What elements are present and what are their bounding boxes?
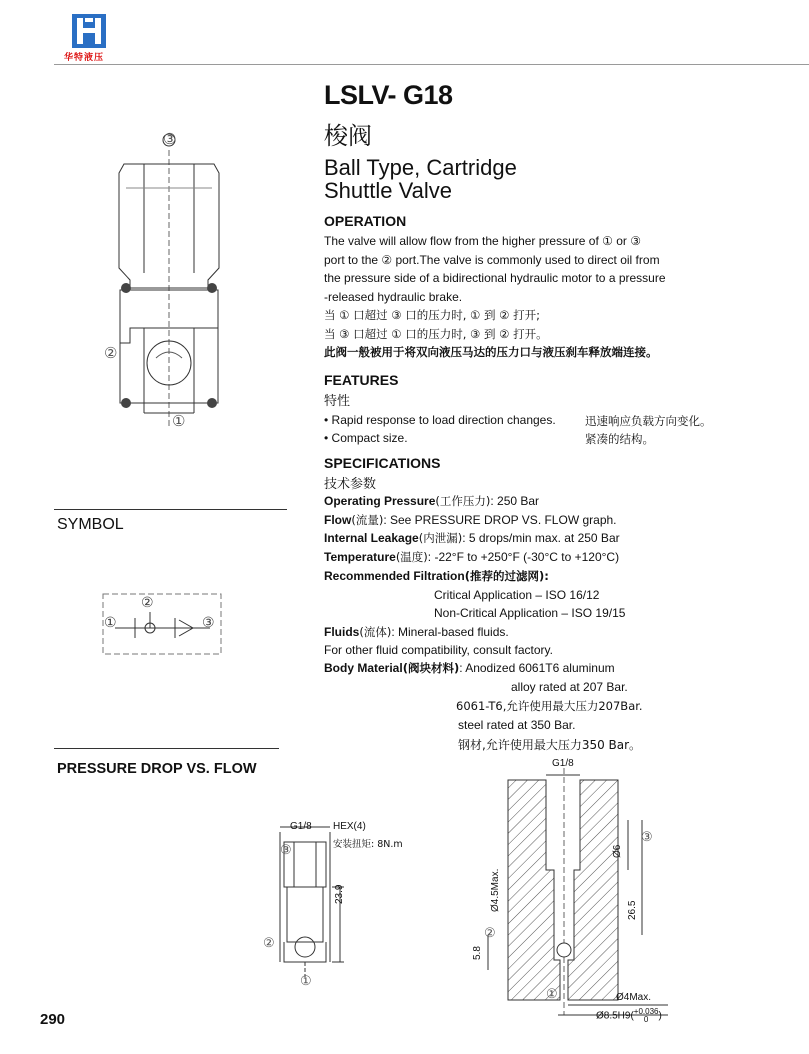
operation-heading: OPERATION — [324, 213, 407, 229]
operation-line1: The valve will allow flow from the higher pressure of ① or ③ — [324, 234, 641, 248]
spec-temp-label: Temperature — [324, 550, 396, 564]
operation-line3: the pressure side of a bidirectional hydraulic motor to a pressure — [324, 271, 666, 285]
spec-body-line3: 6061-T6,允许使用最大压力207Bar. — [456, 699, 643, 713]
cartridge-port-1: ① — [300, 973, 312, 988]
product-name-line1: Ball Type, Cartridge — [324, 155, 517, 180]
dim-d8-5-base: Ø8.5H9( — [596, 1010, 634, 1022]
dim-d4: Ø4Max. — [616, 992, 652, 1003]
spec-filt-cn: (推荐的过滤网): — [464, 569, 549, 583]
spec-temp-value: : -22°F to +250°F (-30°C to +120°C) — [427, 550, 620, 564]
company-logo — [72, 14, 106, 48]
specs-heading-cn: 技术参数 — [324, 477, 377, 492]
cartridge-port-3: ③ — [280, 842, 292, 857]
spec-fluids-label: Fluids — [324, 625, 360, 639]
features-heading: FEATURES — [324, 372, 399, 388]
product-name-cn: 梭阀 — [324, 122, 372, 150]
cavity-port-3: ③ — [641, 829, 653, 844]
spec-temp-cn: (温度) — [395, 550, 428, 564]
spec-leak-cn: (内泄漏) — [418, 531, 463, 545]
spec-body-label: Body Material — [324, 661, 403, 675]
features-heading-cn: 特性 — [324, 394, 351, 409]
spec-operating-pressure — [324, 492, 539, 511]
feature-1-cn: 迅速响应负载方向变化。 — [585, 414, 712, 428]
spec-body-line4: steel rated at 350 Bar. — [458, 718, 576, 732]
operation-line4: -released hydraulic brake. — [324, 289, 463, 304]
spec-op-value: : 250 Bar — [490, 494, 540, 508]
symbol-port-2: ② — [141, 594, 154, 610]
specs-heading: SPECIFICATIONS — [324, 455, 441, 471]
cavity-dimension-drawing — [468, 760, 688, 1030]
thread-label-2: G1/8 — [552, 758, 574, 769]
product-model: LSLV- G18 — [324, 80, 453, 110]
spec-filt-noncritical: Non-Critical Application – ISO 19/15 — [434, 606, 626, 620]
cartridge-port-2: ② — [263, 935, 275, 950]
spec-flow — [324, 511, 617, 530]
dim-tolerance — [634, 1008, 659, 1024]
spec-fluids — [324, 623, 509, 642]
spec-body-value: : Anodized 6061T6 aluminum — [459, 661, 615, 675]
spec-internal-leakage — [324, 529, 620, 548]
spec-fluids-note: For other fluid compatibility, consult factory. — [324, 643, 553, 657]
dim-d4-5: Ø4.5Max. — [490, 868, 501, 912]
spec-filt-critical: Critical Application – ISO 16/12 — [434, 588, 600, 602]
spec-leak-label: Internal Leakage — [324, 531, 419, 545]
operation-cn1: 当 ① 口超过 ③ 口的压力时, ① 到 ② 打开; — [324, 308, 541, 322]
pressure-drop-heading: PRESSURE DROP VS. FLOW — [57, 761, 257, 777]
spec-op-cn: (工作压力) — [435, 494, 491, 508]
cavity-port-1: ① — [546, 986, 558, 1001]
header-rule — [54, 64, 809, 65]
hex-label: HEX(4) — [333, 821, 366, 832]
spec-flow-label: Flow — [324, 513, 352, 527]
spec-flow-value: : See PRESSURE DROP VS. FLOW graph. — [383, 513, 617, 527]
symbol-heading: SYMBOL — [57, 516, 124, 533]
spec-filtration — [324, 567, 549, 586]
spec-body-line2: alloy rated at 207 Bar. — [511, 680, 628, 694]
port-3-label: ③ — [163, 131, 177, 148]
dim-26-5: 26.5 — [627, 900, 638, 920]
spec-flow-cn: (流量) — [351, 513, 384, 527]
pressure-drop-rule — [54, 748, 279, 749]
spec-filt-label: Recommended Filtration — [324, 569, 465, 583]
page-number: 290 — [40, 1011, 66, 1028]
dim-23-9: 23.9 — [334, 884, 345, 904]
spec-temperature — [324, 548, 619, 567]
torque-label: 安装扭矩: 8N.m — [333, 839, 403, 850]
operation-line2: port to the ② port.The valve is commonly used to direct oil from — [324, 252, 660, 267]
spec-body-line5: 钢材,允许使用最大压力350 Bar。 — [458, 738, 642, 752]
tol-close: ) — [658, 1010, 662, 1022]
spec-fluids-value: : Mineral-based fluids. — [391, 625, 509, 639]
logo-mark-icon — [72, 14, 106, 48]
feature-2-cn: 紧凑的结构。 — [585, 432, 654, 446]
spec-body-material — [324, 659, 615, 678]
dim-5-8: 5.8 — [472, 946, 483, 960]
dim-d6: Ø6 — [612, 844, 623, 858]
tol-lower: 0 — [643, 1015, 649, 1024]
spec-op-label: Operating Pressure — [324, 494, 436, 508]
feature-1: • Rapid response to load direction changes. — [324, 413, 556, 427]
valve-section-drawing — [96, 128, 226, 433]
operation-cn3: 此阀一般被用于将双向液压马达的压力口与液压刹车释放端连接。 — [324, 345, 658, 359]
feature-2: • Compact size. — [324, 431, 408, 445]
port-1-label: ① — [172, 413, 186, 430]
operation-cn2: 当 ③ 口超过 ① 口的压力时, ③ 到 ② 打开。 — [324, 326, 548, 341]
operation-text — [324, 232, 744, 362]
thread-label-1: G1/8 — [290, 821, 312, 832]
spec-fluids-cn: (流体) — [359, 625, 392, 639]
symbol-rule — [54, 509, 287, 510]
dim-d8-5 — [596, 1008, 662, 1024]
product-name-line2: Shuttle Valve — [324, 178, 453, 203]
symbol-port-1: ① — [104, 614, 117, 630]
logo-text: 华特液压 — [64, 52, 105, 62]
symbol-port-3: ③ — [202, 614, 215, 630]
spec-body-cn: (阀块材料) — [402, 661, 460, 675]
tol-upper: +0.036 — [633, 1007, 659, 1016]
cavity-port-2: ② — [484, 925, 496, 940]
port-2-label: ② — [104, 345, 118, 362]
spec-leak-value: : 5 drops/min max. at 250 Bar — [462, 531, 620, 545]
